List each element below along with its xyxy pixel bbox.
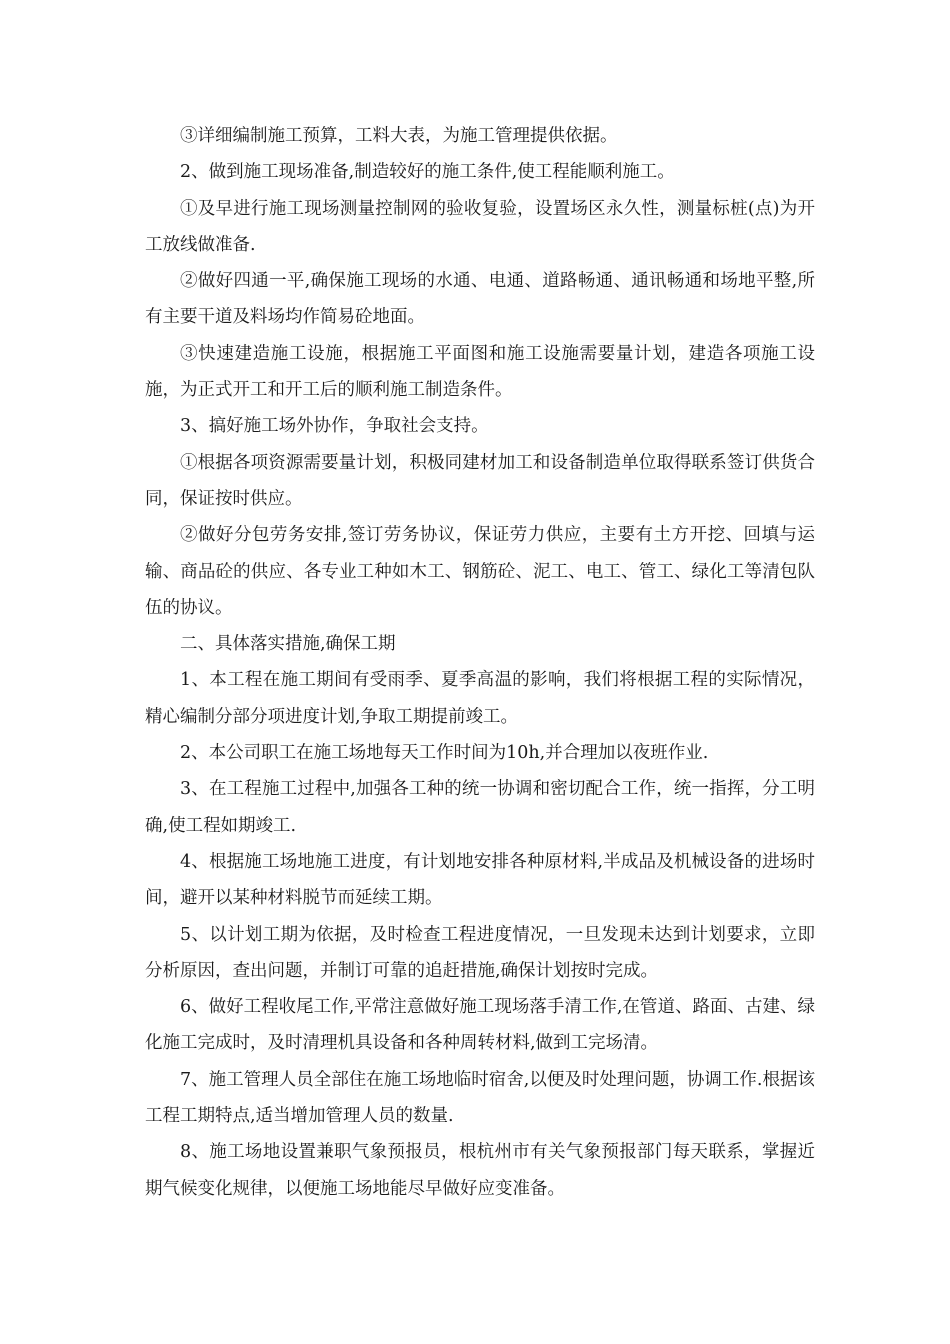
paragraph: 4、根据施工场地施工进度，有计划地安排各种原材料,半成品及机械设备的进场时间，避开以某种材料脱节而延续工期。 xyxy=(145,851,815,909)
document-body xyxy=(145,118,815,1207)
paragraph: 3、搞好施工场外协作，争取社会支持。 xyxy=(180,416,489,437)
paragraph: 3、在工程施工过程中,加强各工种的统一协调和密切配合工作，统一指挥，分工明确,使工程如期竣工. xyxy=(145,779,815,836)
paragraph: ②做好四通一平,确保施工现场的水通、电通、道路畅通、通讯畅通和场地平整,所有主要干道及料场均作简易砼地面。 xyxy=(145,271,815,328)
paragraph: ③快速建造施工设施，根据施工平面图和施工设施需要量计划，建造各项施工设施，为正式开工和开工后的顺利施工制造条件。 xyxy=(145,343,815,401)
paragraph: 6、做好工程收尾工作,平常注意做好施工现场落手清工作,在管道、路面、古建、绿化施工完成时，及时清理机具设备和各种周转材料,做到工完场清。 xyxy=(145,997,815,1054)
paragraph: ③详细编制施工预算，工料大表，为施工管理提供依据。 xyxy=(180,126,618,146)
paragraph: 7、施工管理人员全部住在施工场地临时宿舍,以便及时处理问题，协调工作.根据该工程工期特点,适当增加管理人员的数量. xyxy=(145,1069,815,1127)
paragraph: 5、以计划工期为依据，及时检查工程进度情况，一旦发现未达到计划要求，立即分析原因，查出问题，并制订可靠的追赶措施,确保计划按时完成。 xyxy=(145,924,815,981)
paragraph: 1、本工程在施工期间有受雨季、夏季高温的影响，我们将根据工程的实际情况，精心编制分部分项进度计划,争取工期提前竣工。 xyxy=(145,670,815,727)
paragraph: ①及早进行施工现场测量控制网的验收复验，设置场区永久性，测量标桩(点)为开工放线做准备. xyxy=(145,198,815,255)
paragraph: ②做好分包劳务安排,签订劳务协议，保证劳力供应，主要有土方开挖、回填与运输、商品砼的供应、各专业工种如木工、钢筋砼、泥工、电工、管工、绿化工等清包队伍的协议。 xyxy=(145,525,815,618)
paragraph: 2、做到施工现场准备,制造较好的施工条件,使工程能顺利施工。 xyxy=(180,162,675,183)
paragraph: 2、本公司职工在施工场地每天工作时间为10h,并合理加以夜班作业. xyxy=(180,743,709,764)
section-heading: 二、具体落实措施,确保工期 xyxy=(180,634,396,655)
paragraph: 8、施工场地设置兼职气象预报员，根杭州市有关气象预报部门每天联系，掌握近期气候变化规律，以便施工场地能尽早做好应变准备。 xyxy=(145,1142,815,1199)
paragraph: ①根据各项资源需要量计划，积极同建材加工和设备制造单位取得联系签订供货合同，保证按时供应。 xyxy=(145,452,815,509)
